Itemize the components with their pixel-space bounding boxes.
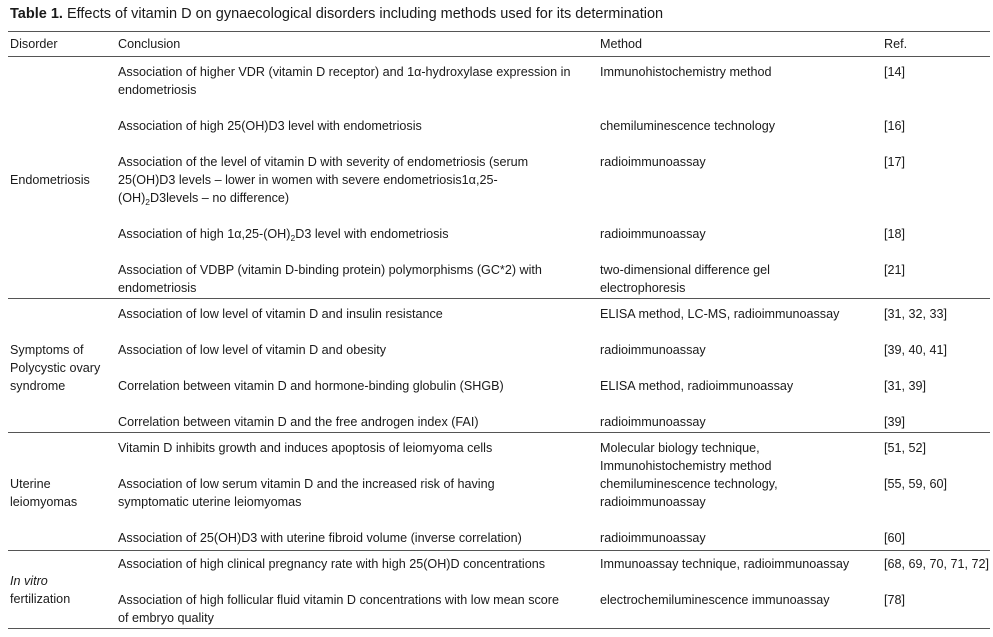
disorder-cell-line: Symptoms of xyxy=(10,343,84,357)
conclusion-cell-line: Correlation between vitamin D and the free androgen index (FAI) xyxy=(118,415,479,429)
conclusion-cell-line: of embryo quality xyxy=(118,611,214,625)
method-cell-line: ELISA method, LC-MS, radioimmunoassay xyxy=(600,307,840,321)
ref-cell-line: [16] xyxy=(884,119,906,133)
conclusion-cell-line: Association of low level of vitamin D and insulin resistance xyxy=(118,307,443,321)
ref-cell-line: [60] xyxy=(884,531,906,545)
conclusion-cell-line: $(OH)_2D3levels$ – no difference) xyxy=(118,191,290,207)
conclusion-cell-line: Association of high 25(OH)D3 level with endometriosis xyxy=(118,119,422,133)
disorder-cell-line: Uterine xyxy=(10,477,51,491)
method-cell-line: chemiluminescence technology, xyxy=(600,477,778,491)
disorder-cell-line: Polycystic ovary xyxy=(10,361,101,375)
method-cell-line: chemiluminescence technology xyxy=(600,119,776,133)
method-cell-line: Molecular biology technique, xyxy=(600,441,760,455)
ref-cell-line: [39, 40, 41] xyxy=(884,343,948,357)
method-cell-line: radioimmunoassay xyxy=(600,343,706,357)
conclusion-cell-line: Association of low serum vitamin D and the increased risk of having xyxy=(118,477,495,491)
method-cell-line: ELISA method, radioimmunoassay xyxy=(600,379,794,393)
conclusion-cell-line: Vitamin D inhibits growth and induces apoptosis of leiomyoma cells xyxy=(118,441,493,455)
ref-cell-line: [31, 32, 33] xyxy=(884,307,948,321)
group-divider-pcos xyxy=(8,432,990,433)
conclusion-cell-line: Association of high follicular fluid vitamin D concentrations with low mean score xyxy=(118,593,559,607)
ref-cell-line: [51, 52] xyxy=(884,441,927,455)
group-divider-leiomyomas xyxy=(8,550,990,551)
conclusion-cell-line: endometriosis xyxy=(118,83,197,97)
ref-cell-line: [55, 59, 60] xyxy=(884,477,948,491)
conclusion-cell-line: Association of 25(OH)D3 with uterine fibroid volume (inverse correlation) xyxy=(118,531,522,545)
disorder-cell-line: In vitro xyxy=(10,574,48,588)
header-conclusion: Conclusion xyxy=(118,37,181,51)
method-cell-line: two-dimensional difference gel xyxy=(600,263,770,277)
header-ref: Ref. xyxy=(884,37,908,51)
table-caption xyxy=(10,4,663,24)
conclusion-cell-line: endometriosis xyxy=(118,281,197,295)
ref-cell-line: [68, 69, 70, 71, 72] xyxy=(884,557,990,571)
disorder-cell-line: syndrome xyxy=(10,379,66,393)
method-cell-line: Immunohistochemistry method xyxy=(600,459,772,473)
disorder-cell-line: Endometriosis xyxy=(10,173,90,187)
method-cell-line: electrophoresis xyxy=(600,281,686,295)
ref-cell-line: [14] xyxy=(884,65,906,79)
header-rule xyxy=(8,56,990,57)
conclusion-cell-line: Association of high clinical pregnancy rate with high 25(OH)D concentrations xyxy=(118,557,546,571)
group-divider-endometriosis xyxy=(8,298,990,299)
method-cell-line: radioimmunoassay xyxy=(600,415,706,429)
bottom-rule xyxy=(8,628,990,629)
table-caption-text: Effects of vitamin D on gynaecological disorders including methods used for its determination xyxy=(66,6,664,22)
method-cell-line: radioimmunoassay xyxy=(600,155,706,169)
conclusion-cell-line: Association of VDBP (vitamin D-binding protein) polymorphisms (GC*2) with xyxy=(118,263,542,277)
ref-cell-line: [18] xyxy=(884,227,906,241)
method-cell-line: electrochemiluminescence immunoassay xyxy=(600,593,830,607)
ref-cell-line: [39] xyxy=(884,415,906,429)
conclusion-cell-line: Association of high $1\alpha,25-(OH)_2D3$ level with endometriosis xyxy=(118,227,449,243)
method-cell-line: Immunohistochemistry method xyxy=(600,65,772,79)
ref-cell-line: [78] xyxy=(884,593,906,607)
header-method: Method xyxy=(600,37,643,51)
conclusion-cell-line: 25(OH)D3 levels – lower in women with severe endometriosis1α,25- xyxy=(118,173,498,187)
method-cell-line: radioimmunoassay xyxy=(600,227,706,241)
conclusion-cell-line: symptomatic uterine leiomyomas xyxy=(118,495,302,509)
conclusion-cell-line: Association of higher VDR (vitamin D receptor) and 1α-hydroxylase expression in xyxy=(118,65,571,79)
disorder-cell-line: leiomyomas xyxy=(10,495,78,509)
method-cell-line: radioimmunoassay xyxy=(600,495,706,509)
table-caption-label: Table 1. xyxy=(10,6,63,22)
disorder-cell-line: fertilization xyxy=(10,592,71,606)
conclusion-cell-line: Association of low level of vitamin D and obesity xyxy=(118,343,387,357)
top-rule xyxy=(8,31,990,32)
ref-cell-line: [17] xyxy=(884,155,906,169)
ref-cell-line: [31, 39] xyxy=(884,379,927,393)
header-disorder: Disorder xyxy=(10,37,58,51)
conclusion-cell-line: Correlation between vitamin D and hormone-binding globulin (SHGB) xyxy=(118,379,504,393)
conclusion-cell-line: Association of the level of vitamin D with severity of endometriosis (serum xyxy=(118,155,529,169)
method-cell-line: Immunoassay technique, radioimmunoassay xyxy=(600,557,850,571)
ref-cell-line: [21] xyxy=(884,263,906,277)
method-cell-line: radioimmunoassay xyxy=(600,531,706,545)
